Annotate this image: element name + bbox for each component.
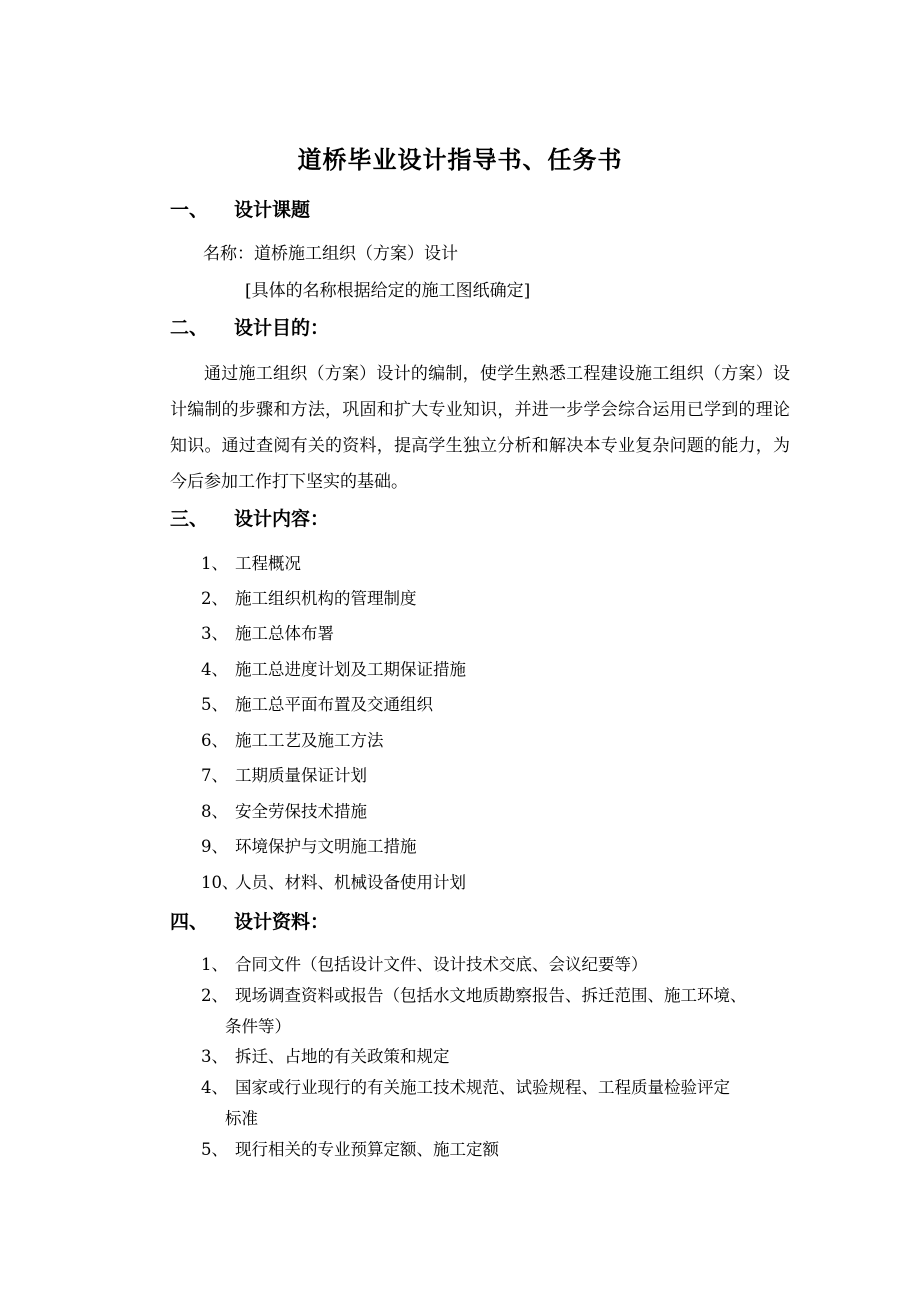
list-item bbox=[201, 1041, 795, 1072]
list-item bbox=[201, 980, 795, 1042]
topic-name: 名称：道桥施工组织（方案）设计 bbox=[203, 244, 458, 264]
list-number: 1、 bbox=[201, 955, 228, 974]
list-text: 现行相关的专业预算定额、施工定额 bbox=[235, 1140, 499, 1159]
list-number: 8、 bbox=[201, 802, 228, 821]
list-item bbox=[201, 552, 301, 576]
list-text: 国家或行业现行的有关施工技术规范、试验规程、工程质量检验评定 bbox=[235, 1078, 730, 1097]
section-number: 三、 bbox=[170, 508, 209, 530]
section-title: 设计内容： bbox=[234, 508, 330, 530]
section-title: 设计课题 bbox=[234, 199, 311, 221]
section-heading-1 bbox=[170, 196, 310, 224]
section-title: 设计资料： bbox=[234, 911, 330, 933]
section-heading-4 bbox=[170, 908, 329, 936]
list-number: 1、 bbox=[201, 554, 228, 573]
list-number: 2、 bbox=[201, 986, 228, 1005]
list-number: 7、 bbox=[201, 766, 228, 785]
section-number: 二、 bbox=[170, 317, 209, 339]
list-item bbox=[201, 764, 367, 788]
topic-note: [具体的名称根据给定的施工图纸确定] bbox=[245, 281, 531, 301]
section-title: 设计目的： bbox=[234, 317, 330, 339]
list-text: 工期质量保证计划 bbox=[235, 766, 367, 785]
section-heading-2 bbox=[170, 314, 329, 342]
list-text: 施工总平面布置及交通组织 bbox=[235, 695, 433, 714]
list-text-continued: 条件等） bbox=[225, 1017, 291, 1036]
list-text: 环境保护与文明施工措施 bbox=[235, 837, 417, 856]
list-number: 4、 bbox=[201, 660, 228, 679]
purpose-paragraph: 通过施工组织（方案）设计的编制，使学生熟悉工程建设施工组织（方案）设计编制的步骤和方法，巩固和扩大专业知识，并进一步学会综合运用已学到的理论知识。通过查阅有关的资料，提高学生独立分析和解决本专业复杂问题的能力，为今后参加工作打下坚实的基础。 bbox=[170, 364, 790, 492]
list-number: 3、 bbox=[201, 1047, 228, 1066]
list-number: 2、 bbox=[201, 589, 228, 608]
list-item bbox=[201, 1072, 795, 1134]
list-text: 施工总进度计划及工期保证措施 bbox=[235, 660, 466, 679]
list-item bbox=[201, 729, 384, 753]
list-text: 工程概况 bbox=[235, 554, 301, 573]
list-text: 人员、材料、机械设备使用计划 bbox=[235, 873, 466, 892]
list-text: 现场调查资料或报告（包括水文地质勘察报告、拆迁范围、施工环境、 bbox=[235, 986, 747, 1005]
list-item bbox=[201, 658, 466, 682]
list-number: 3、 bbox=[201, 624, 228, 643]
list-item bbox=[201, 1134, 795, 1165]
list-item bbox=[201, 693, 433, 717]
list-item bbox=[201, 622, 334, 646]
section-number: 四、 bbox=[170, 911, 209, 933]
list-text: 施工工艺及施工方法 bbox=[235, 731, 384, 750]
list-number: 5、 bbox=[201, 1140, 228, 1159]
section-heading-3 bbox=[170, 505, 329, 533]
document-title: 道桥毕业设计指导书、任务书 bbox=[297, 146, 623, 174]
list-number: 10、 bbox=[201, 873, 239, 892]
list-item bbox=[201, 835, 417, 859]
list-number: 4、 bbox=[201, 1078, 228, 1097]
list-item bbox=[201, 587, 417, 611]
list-text: 施工组织机构的管理制度 bbox=[235, 589, 417, 608]
list-text: 施工总体布署 bbox=[235, 624, 334, 643]
list-number: 9、 bbox=[201, 837, 228, 856]
list-number: 6、 bbox=[201, 731, 228, 750]
list-item bbox=[201, 949, 795, 980]
list-number: 5、 bbox=[201, 695, 228, 714]
list-item bbox=[201, 800, 367, 824]
list-text: 安全劳保技术措施 bbox=[235, 802, 367, 821]
list-text: 合同文件（包括设计文件、设计技术交底、会议纪要等） bbox=[235, 955, 648, 974]
list-text: 拆迁、占地的有关政策和规定 bbox=[235, 1047, 450, 1066]
list-text-continued: 标准 bbox=[225, 1109, 258, 1128]
section-number: 一、 bbox=[170, 199, 209, 221]
list-item bbox=[201, 871, 466, 895]
